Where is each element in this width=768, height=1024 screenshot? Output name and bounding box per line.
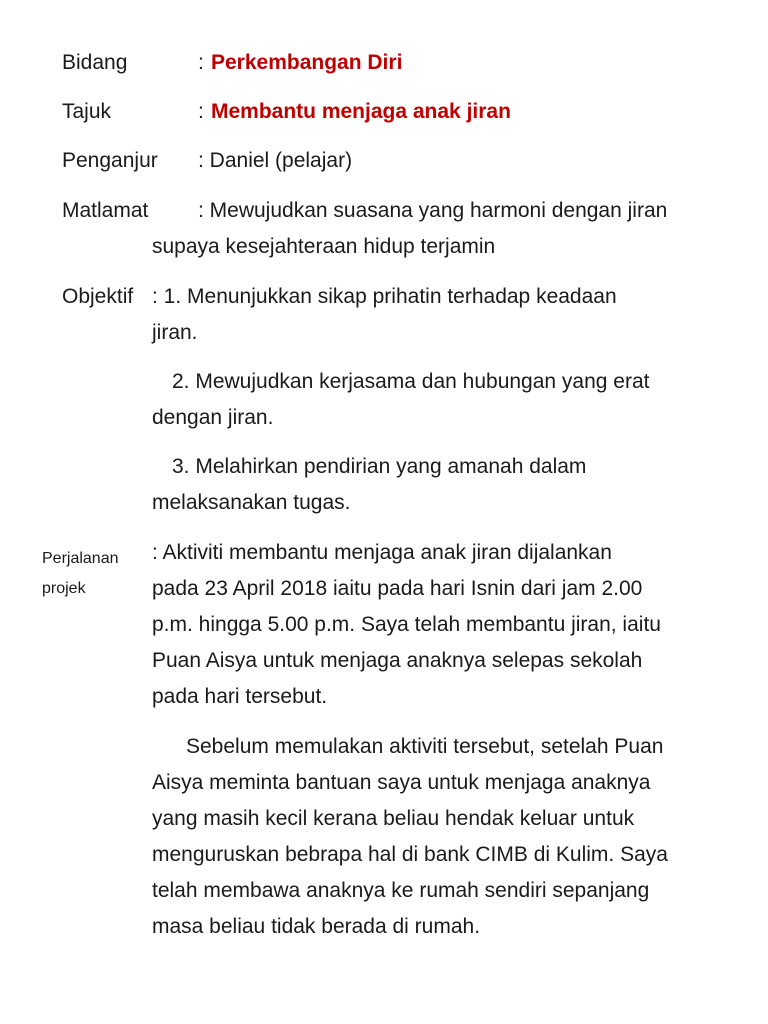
- tajuk-label: Tajuk: [62, 100, 112, 123]
- perjalanan-para1-line4: Puan Aisya untuk menjaga anaknya selepas sekolah: [152, 649, 643, 672]
- bidang-value: Perkembangan Diri: [211, 51, 403, 74]
- tajuk-value: Membantu menjaga anak jiran: [211, 100, 511, 123]
- tajuk-colon: :: [198, 100, 204, 123]
- objektif-item-1-line2: jiran.: [152, 321, 198, 344]
- matlamat-line1: : Mewujudkan suasana yang harmoni dengan jiran: [198, 199, 668, 222]
- perjalanan-para1-line2: pada 23 April 2018 iaitu pada hari Isnin dari jam 2.00: [152, 577, 643, 600]
- perjalanan-para2-line6: masa beliau tidak berada di rumah.: [152, 915, 481, 938]
- perjalanan-para2-line1: Sebelum memulakan aktiviti tersebut, setelah Puan: [186, 735, 664, 758]
- matlamat-line2: supaya kesejahteraan hidup terjamin: [152, 235, 496, 258]
- penganjur-label: Penganjur: [62, 149, 158, 172]
- objektif-item-3-line1: 3. Melahirkan pendirian yang amanah dalam: [172, 455, 587, 478]
- perjalanan-para1-line5: pada hari tersebut.: [152, 685, 328, 708]
- penganjur-value: : Daniel (pelajar): [198, 149, 353, 172]
- perjalanan-para1-line3: p.m. hingga 5.00 p.m. Saya telah membantu jiran, iaitu: [152, 613, 661, 636]
- perjalanan-label-line2: projek: [42, 580, 86, 597]
- perjalanan-label-line1: Perjalanan: [42, 550, 119, 567]
- objektif-label: Objektif: [62, 285, 134, 308]
- objektif-item-3-line2: melaksanakan tugas.: [152, 491, 351, 514]
- bidang-label: Bidang: [62, 51, 128, 74]
- perjalanan-para2-line4: menguruskan bebrapa hal di bank CIMB di Kulim. Saya: [152, 843, 668, 866]
- objektif-item-2-line2: dengan jiran.: [152, 406, 274, 429]
- perjalanan-para2-line3: yang masih kecil kerana beliau hendak keluar untuk: [152, 807, 635, 830]
- perjalanan-para1-line1: : Aktiviti membantu menjaga anak jiran dijalankan: [152, 541, 612, 564]
- matlamat-label: Matlamat: [62, 199, 149, 222]
- perjalanan-para2-line2: Aisya meminta bantuan saya untuk menjaga anaknya: [152, 771, 651, 794]
- objektif-item-2-line1: 2. Mewujudkan kerjasama dan hubungan yang erat: [172, 370, 650, 393]
- objektif-item-1-line1: : 1. Menunjukkan sikap prihatin terhadap keadaan: [152, 285, 617, 308]
- bidang-colon: :: [198, 51, 204, 74]
- perjalanan-para2-line5: telah membawa anaknya ke rumah sendiri sepanjang: [152, 879, 650, 902]
